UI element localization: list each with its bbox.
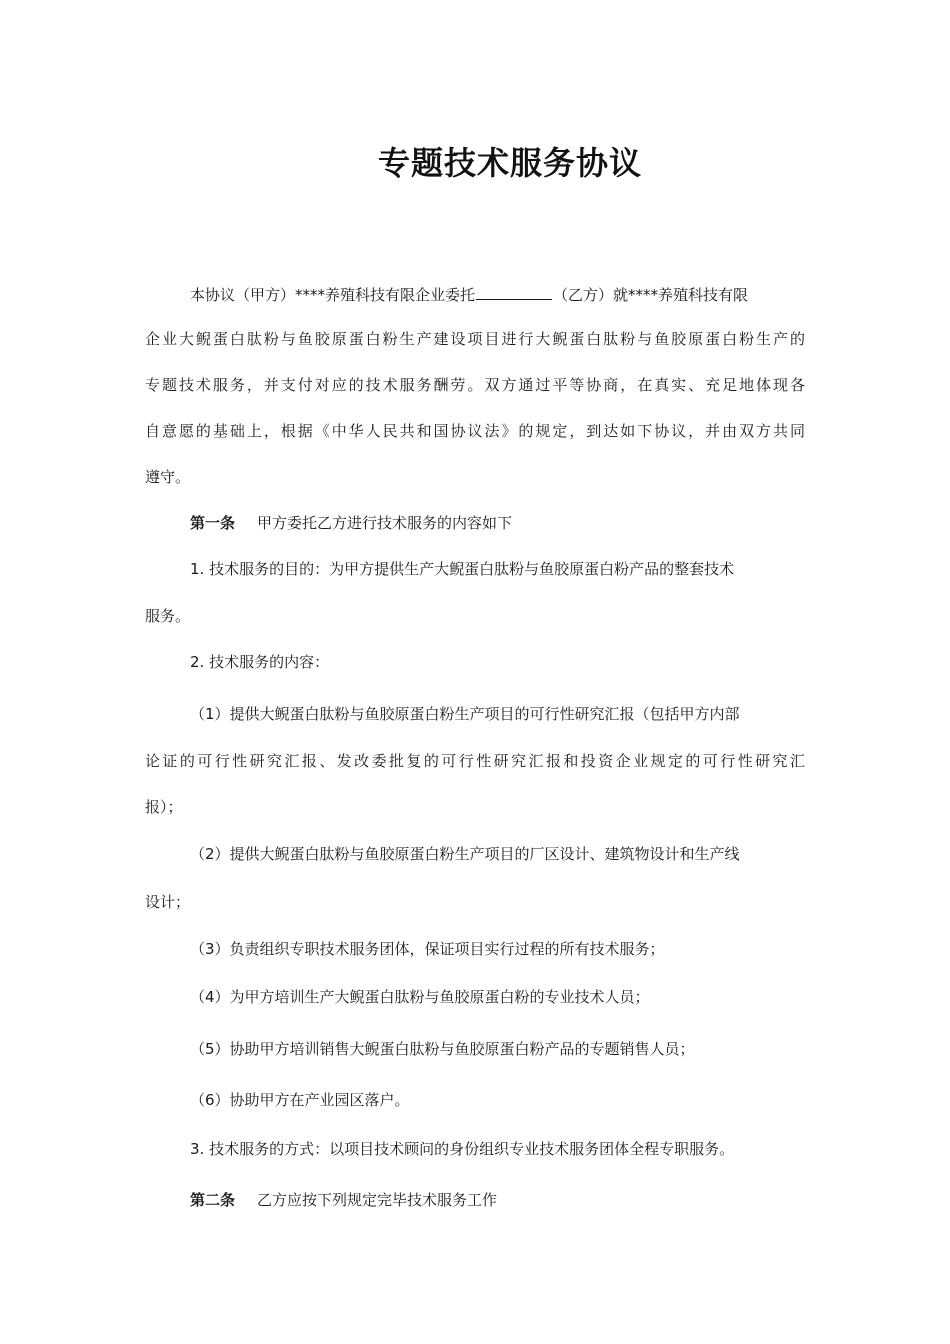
item-1-line-2: 服务。	[145, 607, 191, 625]
sub-6: （6）协助甲方在产业园区落户。	[190, 1091, 410, 1109]
article-2	[190, 1189, 497, 1211]
intro-line-1	[190, 283, 748, 306]
intro-line-2: 企业大鲵蛋白肽粉与鱼胶原蛋白粉生产建设项目进行大鲵蛋白肽粉与鱼胶原蛋白粉生产的	[145, 330, 805, 348]
item-2-line-1: 2. 技术服务的内容：	[190, 653, 330, 671]
document-title: 专题技术服务协议	[377, 144, 642, 182]
sub-1-line-2: 论证的可行性研究汇报、发改委批复的可行性研究汇报和投资企业规定的可行性研究汇	[145, 752, 805, 770]
item-1-line-1: 1. 技术服务的目的：为甲方提供生产大鲵蛋白肽粉与鱼胶原蛋白粉产品的整套技术	[190, 560, 735, 578]
article-1-text: 甲方委托乙方进行技术服务的内容如下	[257, 514, 513, 532]
article-2-text: 乙方应按下列规定完毕技术服务工作	[257, 1191, 498, 1209]
sub-1-line-3: 报）；	[145, 798, 183, 816]
intro-line-3: 专题技术服务，并支付对应的技术服务酬劳。双方通过平等协商，在真实、充足地体现各	[145, 376, 805, 394]
sub-2-line-2: 设计；	[145, 893, 191, 911]
intro-line-1-b: （乙方）就****养殖科技有限	[553, 286, 749, 304]
item-3: 3. 技术服务的方式：以项目技术顾问的身份组织专业技术服务团体全程专职服务。	[190, 1140, 735, 1158]
sub-1-line-1: （1）提供大鲵蛋白肽粉与鱼胶原蛋白粉生产项目的可行性研究汇报（包括甲方内部	[190, 705, 740, 723]
article-1-heading: 第一条	[190, 514, 236, 532]
sub-5: （5）协助甲方培训销售大鲵蛋白肽粉与鱼胶原蛋白粉产品的专题销售人员；	[190, 1040, 695, 1058]
intro-line-1-a: 本协议（甲方）****养殖科技有限企业委托	[190, 286, 476, 304]
intro-line-5: 遵守。	[145, 468, 191, 486]
sub-2-line-1: （2）提供大鲵蛋白肽粉与鱼胶原蛋白粉生产项目的厂区设计、建筑物设计和生产线	[190, 845, 740, 863]
party-b-blank	[476, 283, 552, 300]
intro-line-4: 自意愿的基础上，根据《中华人民共和国协议法》的规定，到达如下协议，并由双方共同	[145, 422, 805, 440]
article-2-heading: 第二条	[190, 1191, 236, 1209]
article-1	[190, 512, 512, 534]
sub-4: （4）为甲方培训生产大鲵蛋白肽粉与鱼胶原蛋白粉的专业技术人员；	[190, 988, 650, 1006]
sub-3: （3）负责组织专职技术服务团体，保证项目实行过程的所有技术服务；	[190, 940, 665, 958]
